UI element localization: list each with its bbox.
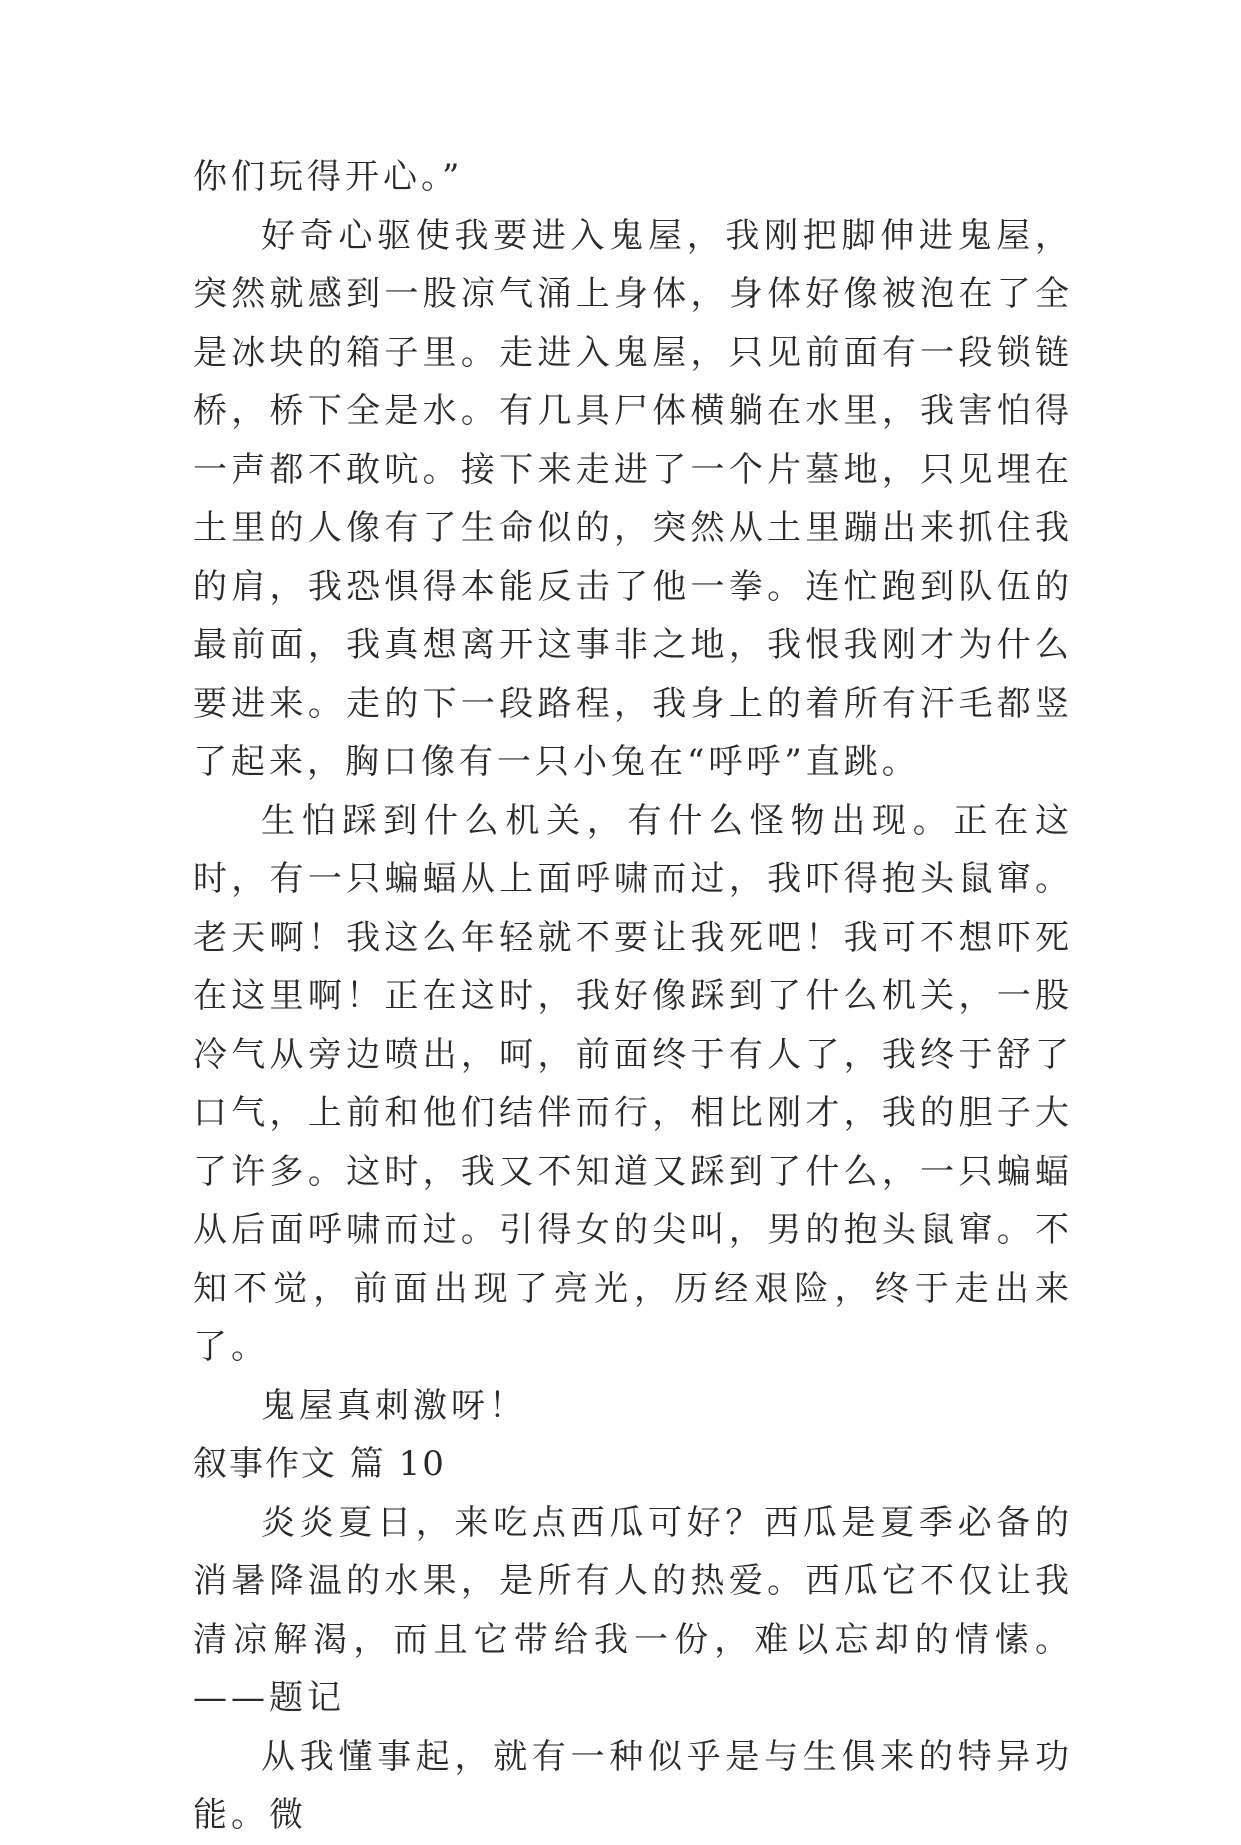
paragraph-haunted-house-entry: 好奇心驱使我要进入鬼屋，我刚把脚伸进鬼屋，突然就感到一股凉气涌上身体，身体好像被泡在了全是冰块的箱子里。走进入鬼屋，只见前面有一段锁链桥，桥下全是水。有几具尸体横躺在水里，我害怕得一声都不敢吭。接下来走进了一个片墓地，只见埋在土里的人像有了生命似的，突然从土里蹦出来抓住我的肩，我恐惧得本能反击了他一拳。连忙跑到队伍的最前面，我真想离开这事非之地，我恨我刚才为什么要进来。走的下一段路程，我身上的着所有汗毛都竖了起来，胸口像有一只小兔在“呼呼”直跳。: [193, 215, 1073, 782]
section-heading: 叙事作文 篇 10: [193, 1444, 446, 1484]
paragraph-haunted-house-mechanism: 生怕踩到什么机关，有什么怪物出现。正在这时，有一只蝙蝠从上面呼啸而过，我吓得抱头鼠窜。老天啊！我这么年轻就不要让我死吧！我可不想吓死在这里啊！正在这时，我好像踩到了什么机关，一股冷气从旁边喷出，呵，前面终于有人了，我终于舒了口气，上前和他们结伴而行，相比刚才，我的胆子大了许多。这时，我又不知道又踩到了什么，一只蝙蝠从后面呼啸而过。引得女的尖叫，男的抱头鼠窜。不知不觉，前面出现了亮光，历经艰险，终于走出来了。: [193, 800, 1073, 1367]
paragraph-watermelon-start: 从我懂事起，就有一种似乎是与生俱来的特异功能。微: [193, 1736, 1073, 1835]
paragraph-haunted-house-conclusion: 鬼屋真刺激呀！: [261, 1385, 527, 1426]
paragraph-watermelon-intro: 炎炎夏日，来吃点西瓜可好？西瓜是夏季必备的消暑降温的水果，是所有人的热爱。西瓜它不仅让我清凉解渴，而且它带给我一份，难以忘却的情愫。——题记: [193, 1502, 1073, 1718]
document-body: [193, 148, 1073, 1845]
paragraph-closing-quote: 你们玩得开心。”: [193, 157, 464, 197]
